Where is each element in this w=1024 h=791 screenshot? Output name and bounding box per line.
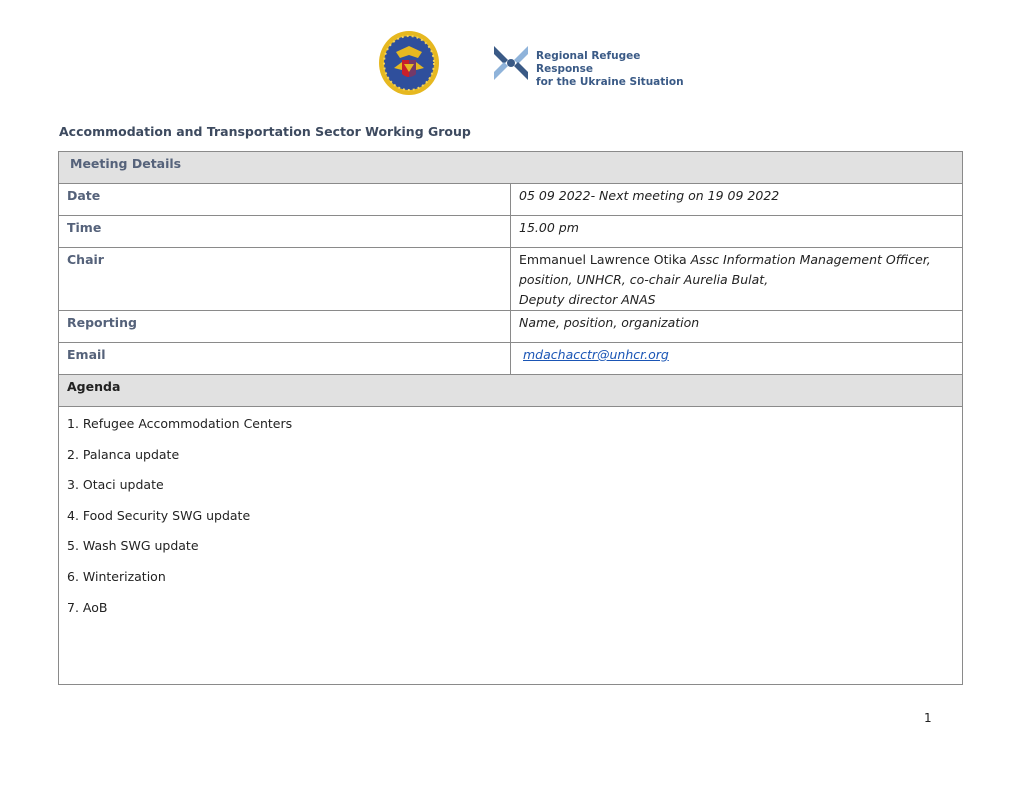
header-logos (378, 30, 684, 100)
time-row (59, 216, 963, 248)
agenda-item: 1. Refugee Accommodation Centers (67, 416, 293, 431)
email-label: Email (59, 343, 511, 375)
meeting-table (58, 151, 963, 685)
chair-value (511, 248, 963, 311)
date-label: Date (59, 184, 511, 216)
chair-roles-line-2: Deputy director ANAS (519, 292, 656, 307)
agenda-item: 3. Otaci update (67, 477, 164, 493)
email-row (59, 343, 963, 375)
reporting-value: Name, position, organization (511, 311, 963, 343)
agenda-header: Agenda (59, 375, 963, 407)
meeting-details-header: Meeting Details (59, 152, 963, 184)
agenda-item: 7. AoB (67, 599, 108, 615)
agenda-item: 5. Wash SWG update (67, 538, 199, 554)
document-title: Accommodation and Transportation Sector Working Group (59, 124, 471, 139)
moldova-government-seal-icon (378, 30, 440, 96)
chair-name: Emmanuel Lawrence Otika (519, 252, 691, 267)
email-value-cell (511, 343, 963, 375)
agenda-item: 6. Winterization (67, 568, 166, 584)
time-label: Time (59, 216, 511, 248)
regional-refugee-response-x-icon (490, 42, 532, 84)
agenda-list (59, 407, 963, 685)
date-value: 05 09 2022- Next meeting on 19 09 2022 (511, 184, 963, 216)
chair-roles: Assc Information Management Officer, position, UNHCR, co-chair Aurelia Bulat, (519, 252, 931, 287)
partner-logo-line-2: for the Ukraine Situation (536, 76, 684, 88)
reporting-row (59, 311, 963, 343)
chair-row (59, 248, 963, 311)
date-row (59, 184, 963, 216)
chair-label: Chair (59, 248, 511, 311)
meeting-details-header-row (59, 152, 963, 184)
page-number: 1 (924, 711, 932, 725)
agenda-item: 4. Food Security SWG update (67, 507, 251, 523)
email-link[interactable]: mdachacctr@unhcr.org (523, 347, 669, 362)
reporting-label: Reporting (59, 311, 511, 343)
time-value: 15.00 pm (511, 216, 963, 248)
partner-logo-line-1: Regional Refugee Response (536, 50, 641, 75)
agenda-header-row (59, 375, 963, 407)
agenda-body-row (59, 407, 963, 685)
partner-logo-text (536, 50, 696, 89)
agenda-item: 2. Palanca update (67, 446, 180, 462)
